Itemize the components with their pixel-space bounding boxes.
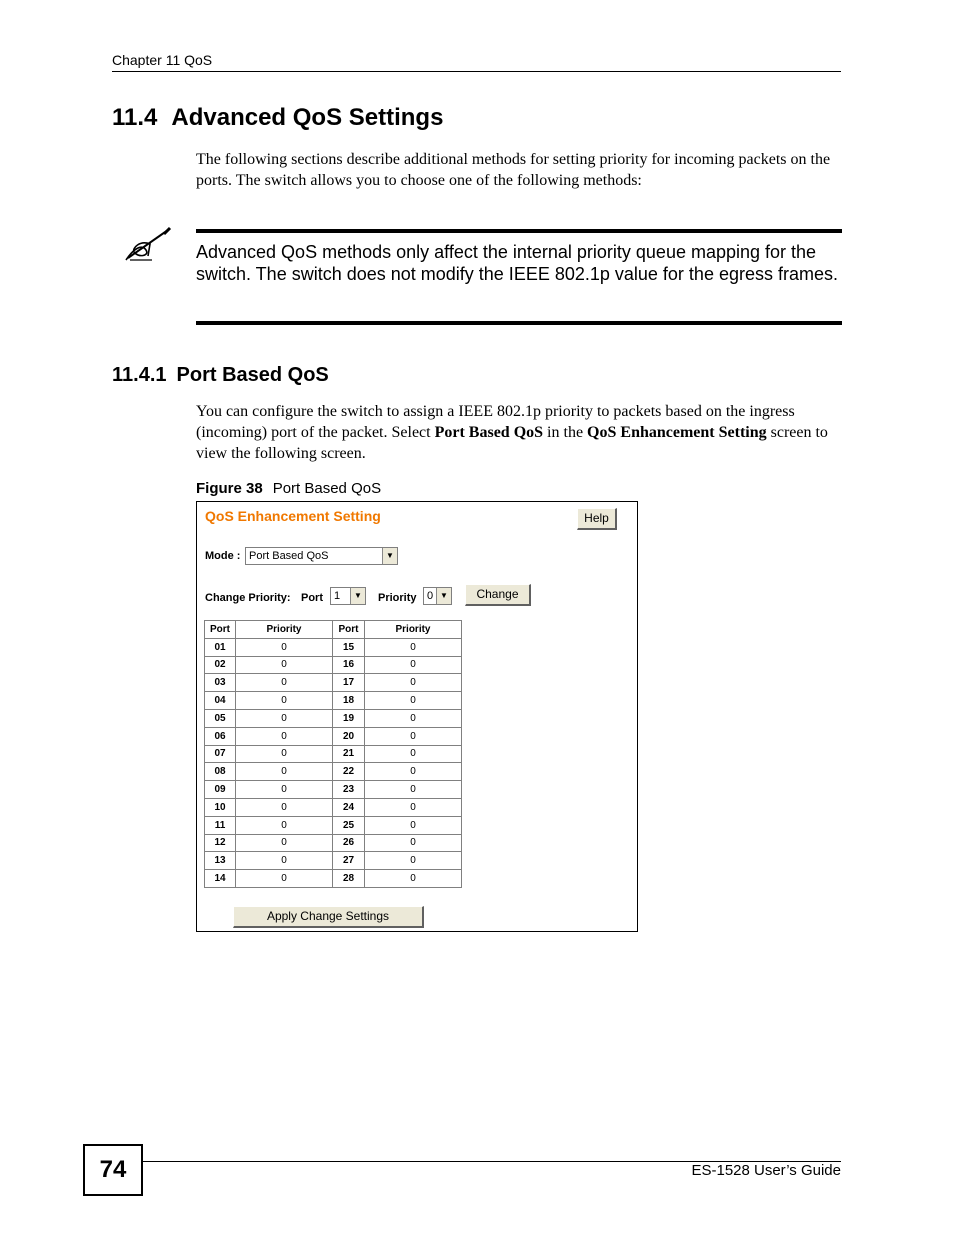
port-cell: 19 <box>333 709 365 727</box>
help-button[interactable]: Help <box>577 508 617 530</box>
mode-value: Port Based QoS <box>249 550 329 562</box>
port-cell: 13 <box>205 852 236 870</box>
table-row <box>205 798 462 816</box>
port-cell: 12 <box>205 834 236 852</box>
chevron-down-icon: ▼ <box>436 588 451 604</box>
body-text-3: screen to view the following screen. <box>196 424 828 462</box>
priority-cell: 0 <box>365 692 462 710</box>
priority-cell: 0 <box>236 638 333 656</box>
port-cell: 03 <box>205 674 236 692</box>
column-header-priority: Priority <box>236 621 333 639</box>
priority-cell: 0 <box>365 781 462 799</box>
chevron-down-icon: ▼ <box>350 588 365 604</box>
port-cell: 06 <box>205 727 236 745</box>
port-cell: 23 <box>333 781 365 799</box>
table-row <box>205 674 462 692</box>
port-priority-table <box>204 620 462 888</box>
intro-paragraph: The following sections describe additional methods for setting priority for incoming packets on the ports. The switch allows you to choose one of the following methods: <box>196 151 831 189</box>
subsection-number: 11.4.1 <box>112 364 167 386</box>
port-select[interactable] <box>330 587 366 605</box>
port-cell: 20 <box>333 727 365 745</box>
port-cell: 02 <box>205 656 236 674</box>
table-row <box>205 816 462 834</box>
header-rule <box>112 71 841 72</box>
table-row <box>205 656 462 674</box>
table-row <box>205 852 462 870</box>
priority-cell: 0 <box>365 816 462 834</box>
port-cell: 27 <box>333 852 365 870</box>
body-bold-2: QoS Enhancement Setting <box>587 424 767 441</box>
body-paragraph <box>196 401 846 464</box>
port-cell: 15 <box>333 638 365 656</box>
apply-change-settings-button[interactable]: Apply Change Settings <box>233 906 424 928</box>
table-header-row <box>205 621 462 639</box>
port-cell: 05 <box>205 709 236 727</box>
note-text: Advanced QoS methods only affect the internal priority queue mapping for the switch. The switch does not modify the IEEE 802.1p value for the egress frames. <box>196 242 838 284</box>
figure-title: Port Based QoS <box>272 480 382 497</box>
priority-cell: 0 <box>236 852 333 870</box>
figure-caption <box>196 480 381 497</box>
priority-cell: 0 <box>365 852 462 870</box>
port-cell: 14 <box>205 870 236 888</box>
column-header-priority: Priority <box>365 621 462 639</box>
section-title: Advanced QoS Settings <box>171 104 444 131</box>
body-bold-1: Port Based QoS <box>434 424 544 441</box>
change-button[interactable]: Change <box>465 584 531 606</box>
priority-cell: 0 <box>236 656 333 674</box>
port-cell: 01 <box>205 638 236 656</box>
table-row <box>205 709 462 727</box>
port-cell: 10 <box>205 798 236 816</box>
port-cell: 26 <box>333 834 365 852</box>
priority-cell: 0 <box>236 745 333 763</box>
screen-title: QoS Enhancement Setting <box>205 508 381 524</box>
priority-value: 0 <box>427 590 434 602</box>
section-number: 11.4 <box>112 104 158 131</box>
subsection-heading <box>112 364 329 387</box>
table-row <box>205 834 462 852</box>
priority-cell: 0 <box>236 781 333 799</box>
priority-select[interactable] <box>423 587 452 605</box>
guide-title: ES-1528 User’s Guide <box>691 1162 841 1179</box>
port-cell: 21 <box>333 745 365 763</box>
change-priority-label: Change Priority: <box>205 592 291 604</box>
table-row <box>205 692 462 710</box>
priority-cell: 0 <box>365 763 462 781</box>
note-bottom-bar <box>196 321 842 325</box>
mode-select[interactable] <box>245 547 398 565</box>
column-header-port: Port <box>205 621 236 639</box>
body-text-2: in the <box>543 424 588 441</box>
table-row <box>205 727 462 745</box>
port-cell: 25 <box>333 816 365 834</box>
port-cell: 09 <box>205 781 236 799</box>
port-cell: 24 <box>333 798 365 816</box>
priority-cell: 0 <box>365 870 462 888</box>
table-row <box>205 870 462 888</box>
subsection-title: Port Based QoS <box>176 364 329 386</box>
priority-cell: 0 <box>236 816 333 834</box>
port-value: 1 <box>334 590 341 602</box>
table-row <box>205 638 462 656</box>
table-row <box>205 745 462 763</box>
priority-cell: 0 <box>236 727 333 745</box>
priority-cell: 0 <box>365 727 462 745</box>
priority-cell: 0 <box>236 763 333 781</box>
table-row <box>205 781 462 799</box>
port-cell: 08 <box>205 763 236 781</box>
port-cell: 04 <box>205 692 236 710</box>
priority-cell: 0 <box>236 692 333 710</box>
port-cell: 16 <box>333 656 365 674</box>
port-cell: 17 <box>333 674 365 692</box>
chevron-down-icon: ▼ <box>382 548 397 564</box>
port-cell: 11 <box>205 816 236 834</box>
qos-screenshot <box>196 501 638 932</box>
priority-cell: 0 <box>365 638 462 656</box>
priority-cell: 0 <box>365 834 462 852</box>
mode-label: Mode : <box>205 550 241 562</box>
priority-cell: 0 <box>236 798 333 816</box>
note-pen-icon <box>124 226 174 262</box>
priority-cell: 0 <box>236 674 333 692</box>
priority-cell: 0 <box>365 798 462 816</box>
chapter-header: Chapter 11 QoS <box>112 52 213 68</box>
port-cell: 07 <box>205 745 236 763</box>
body-text-1: You can configure the switch to assign a IEEE 802.1p priority to packets based on the ingress (incoming) port of the packet. Select <box>196 403 795 441</box>
priority-cell: 0 <box>365 709 462 727</box>
port-label: Port <box>301 592 323 604</box>
port-cell: 22 <box>333 763 365 781</box>
port-cell: 28 <box>333 870 365 888</box>
priority-cell: 0 <box>236 834 333 852</box>
priority-label: Priority <box>378 592 417 604</box>
table-row <box>205 763 462 781</box>
priority-cell: 0 <box>365 674 462 692</box>
priority-cell: 0 <box>365 745 462 763</box>
section-heading <box>112 104 443 132</box>
page-number: 74 <box>83 1144 143 1196</box>
port-cell: 18 <box>333 692 365 710</box>
figure-label: Figure 38 <box>196 480 263 497</box>
column-header-port: Port <box>333 621 365 639</box>
priority-cell: 0 <box>236 709 333 727</box>
note-top-bar <box>196 229 842 233</box>
priority-cell: 0 <box>236 870 333 888</box>
priority-cell: 0 <box>365 656 462 674</box>
